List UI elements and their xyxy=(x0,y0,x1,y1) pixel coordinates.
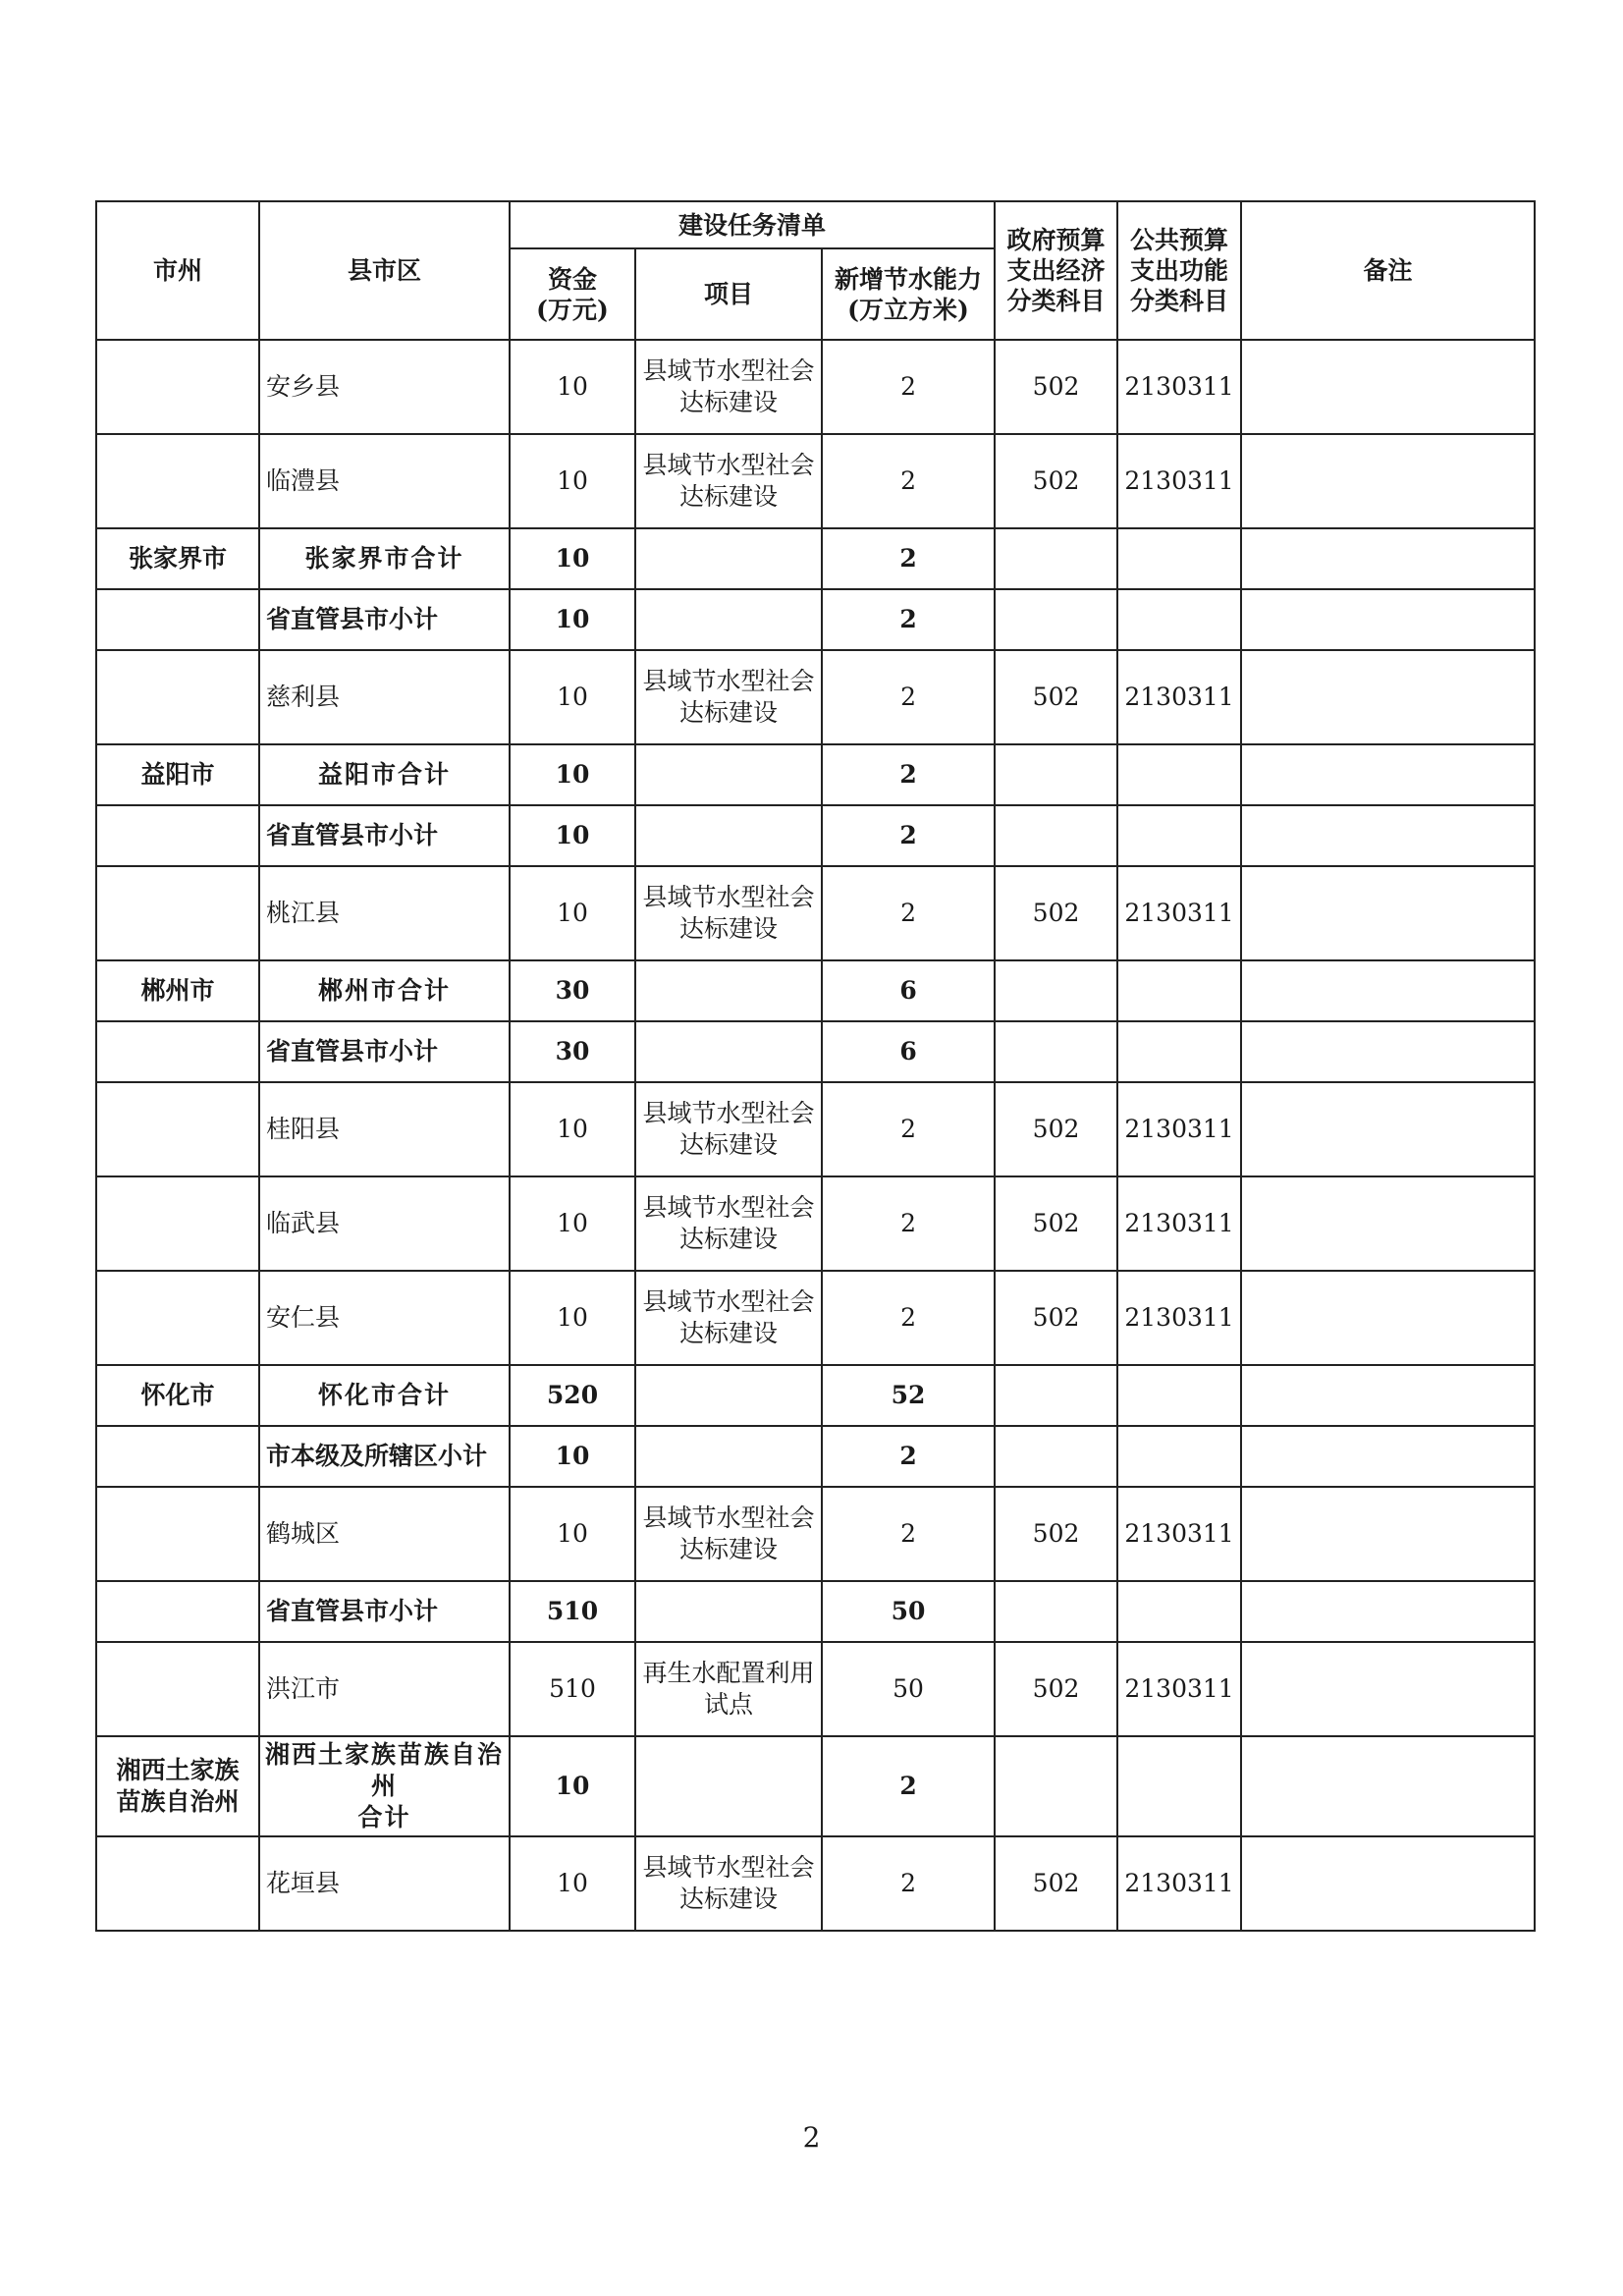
table-row xyxy=(96,650,1535,744)
remarks-cell xyxy=(1241,1176,1535,1271)
remarks-cell xyxy=(1241,805,1535,866)
capacity-cell: 6 xyxy=(822,1021,995,1082)
remarks-cell xyxy=(1241,1021,1535,1082)
project-cell xyxy=(635,528,822,589)
table-row-city-total xyxy=(96,744,1535,805)
econ-class-cell xyxy=(995,528,1117,589)
func-class-cell: 2130311 xyxy=(1117,1271,1241,1365)
capacity-cell: 50 xyxy=(822,1581,995,1642)
county-cell: 桂阳县 xyxy=(259,1082,510,1176)
county-cell: 鹤城区 xyxy=(259,1487,510,1581)
county-cell: 怀化市合计 xyxy=(259,1365,510,1426)
remarks-cell xyxy=(1241,1581,1535,1642)
func-class-cell xyxy=(1117,528,1241,589)
page-number: 2 xyxy=(802,2121,821,2154)
funds-cell: 10 xyxy=(510,1736,635,1836)
table-body xyxy=(96,340,1535,1931)
capacity-cell: 2 xyxy=(822,434,995,528)
remarks-cell xyxy=(1241,589,1535,650)
func-class-cell xyxy=(1117,1581,1241,1642)
allocation-table xyxy=(95,200,1536,1932)
remarks-cell xyxy=(1241,434,1535,528)
county-cell: 省直管县市小计 xyxy=(259,1021,510,1082)
remarks-cell xyxy=(1241,1082,1535,1176)
project-cell xyxy=(635,744,822,805)
county-cell: 湘西土家族苗族自治州 合计 xyxy=(259,1736,510,1836)
city-cell xyxy=(96,1082,259,1176)
header-func-class: 公共预算 支出功能 分类科目 xyxy=(1117,201,1241,340)
func-class-cell xyxy=(1117,1365,1241,1426)
funds-cell: 10 xyxy=(510,1176,635,1271)
remarks-cell xyxy=(1241,744,1535,805)
table-row-subtotal xyxy=(96,589,1535,650)
table-row-city-total xyxy=(96,960,1535,1021)
city-cell xyxy=(96,1487,259,1581)
func-class-cell: 2130311 xyxy=(1117,340,1241,434)
county-cell: 省直管县市小计 xyxy=(259,1581,510,1642)
func-class-cell: 2130311 xyxy=(1117,1836,1241,1931)
city-cell: 怀化市 xyxy=(96,1365,259,1426)
city-cell xyxy=(96,1836,259,1931)
county-cell: 洪江市 xyxy=(259,1642,510,1736)
project-cell: 县域节水型社会 达标建设 xyxy=(635,340,822,434)
econ-class-cell xyxy=(995,1736,1117,1836)
capacity-cell: 52 xyxy=(822,1365,995,1426)
funds-cell: 10 xyxy=(510,1082,635,1176)
city-cell xyxy=(96,1176,259,1271)
table-row xyxy=(96,1271,1535,1365)
table-row xyxy=(96,1487,1535,1581)
table-row xyxy=(96,866,1535,960)
capacity-cell: 2 xyxy=(822,1836,995,1931)
func-class-cell xyxy=(1117,960,1241,1021)
table-row-subtotal xyxy=(96,1426,1535,1487)
capacity-cell: 2 xyxy=(822,1176,995,1271)
project-cell: 县域节水型社会 达标建设 xyxy=(635,434,822,528)
capacity-cell: 6 xyxy=(822,960,995,1021)
city-cell xyxy=(96,650,259,744)
city-cell: 湘西土家族 苗族自治州 xyxy=(96,1736,259,1836)
capacity-cell: 2 xyxy=(822,1082,995,1176)
funds-cell: 30 xyxy=(510,1021,635,1082)
funds-cell: 10 xyxy=(510,589,635,650)
county-cell: 省直管县市小计 xyxy=(259,589,510,650)
funds-cell: 520 xyxy=(510,1365,635,1426)
econ-class-cell: 502 xyxy=(995,1487,1117,1581)
econ-class-cell xyxy=(995,1021,1117,1082)
econ-class-cell: 502 xyxy=(995,1176,1117,1271)
econ-class-cell xyxy=(995,805,1117,866)
funds-cell: 10 xyxy=(510,650,635,744)
remarks-cell xyxy=(1241,1426,1535,1487)
project-cell xyxy=(635,1736,822,1836)
city-cell xyxy=(96,1642,259,1736)
table-row-city-total xyxy=(96,1736,1535,1836)
econ-class-cell: 502 xyxy=(995,650,1117,744)
econ-class-cell xyxy=(995,1365,1117,1426)
project-cell: 县域节水型社会 达标建设 xyxy=(635,1836,822,1931)
project-cell: 县域节水型社会 达标建设 xyxy=(635,1487,822,1581)
table-row xyxy=(96,434,1535,528)
header-funds: 资金 (万元) xyxy=(510,248,635,340)
table-row xyxy=(96,1176,1535,1271)
city-cell: 益阳市 xyxy=(96,744,259,805)
project-cell xyxy=(635,1426,822,1487)
funds-cell: 10 xyxy=(510,1487,635,1581)
city-cell xyxy=(96,1271,259,1365)
funds-cell: 10 xyxy=(510,1271,635,1365)
project-cell: 县域节水型社会 达标建设 xyxy=(635,1176,822,1271)
table-row xyxy=(96,1836,1535,1931)
capacity-cell: 2 xyxy=(822,1271,995,1365)
capacity-cell: 2 xyxy=(822,528,995,589)
city-cell xyxy=(96,589,259,650)
city-cell xyxy=(96,340,259,434)
econ-class-cell xyxy=(995,589,1117,650)
econ-class-cell: 502 xyxy=(995,1082,1117,1176)
city-cell: 张家界市 xyxy=(96,528,259,589)
county-cell: 省直管县市小计 xyxy=(259,805,510,866)
func-class-cell xyxy=(1117,1021,1241,1082)
func-class-cell xyxy=(1117,1736,1241,1836)
project-cell: 县域节水型社会 达标建设 xyxy=(635,650,822,744)
header-task-list: 建设任务清单 xyxy=(510,201,995,248)
capacity-cell: 2 xyxy=(822,805,995,866)
project-cell: 再生水配置利用 试点 xyxy=(635,1642,822,1736)
project-cell xyxy=(635,1021,822,1082)
remarks-cell xyxy=(1241,1487,1535,1581)
county-cell: 安仁县 xyxy=(259,1271,510,1365)
funds-cell: 10 xyxy=(510,805,635,866)
capacity-cell: 2 xyxy=(822,650,995,744)
city-cell xyxy=(96,866,259,960)
county-cell: 临澧县 xyxy=(259,434,510,528)
city-cell xyxy=(96,1426,259,1487)
funds-cell: 10 xyxy=(510,1836,635,1931)
remarks-cell xyxy=(1241,866,1535,960)
func-class-cell: 2130311 xyxy=(1117,1487,1241,1581)
county-cell: 临武县 xyxy=(259,1176,510,1271)
project-cell xyxy=(635,805,822,866)
remarks-cell xyxy=(1241,1642,1535,1736)
func-class-cell: 2130311 xyxy=(1117,650,1241,744)
econ-class-cell xyxy=(995,960,1117,1021)
allocation-table-container xyxy=(95,200,1534,1932)
capacity-cell: 2 xyxy=(822,589,995,650)
table-row-subtotal xyxy=(96,805,1535,866)
capacity-cell: 2 xyxy=(822,744,995,805)
county-cell: 益阳市合计 xyxy=(259,744,510,805)
func-class-cell: 2130311 xyxy=(1117,866,1241,960)
remarks-cell xyxy=(1241,1736,1535,1836)
project-cell: 县域节水型社会 达标建设 xyxy=(635,1082,822,1176)
project-cell: 县域节水型社会 达标建设 xyxy=(635,1271,822,1365)
header-city: 市州 xyxy=(96,201,259,340)
table-row-subtotal xyxy=(96,1021,1535,1082)
remarks-cell xyxy=(1241,650,1535,744)
project-cell xyxy=(635,1581,822,1642)
capacity-cell: 2 xyxy=(822,1426,995,1487)
remarks-cell xyxy=(1241,1365,1535,1426)
table-row xyxy=(96,340,1535,434)
city-cell xyxy=(96,1581,259,1642)
header-econ-class: 政府预算 支出经济 分类科目 xyxy=(995,201,1117,340)
header-remarks: 备注 xyxy=(1241,201,1535,340)
project-cell xyxy=(635,960,822,1021)
func-class-cell: 2130311 xyxy=(1117,1176,1241,1271)
table-row xyxy=(96,1642,1535,1736)
funds-cell: 10 xyxy=(510,1426,635,1487)
funds-cell: 10 xyxy=(510,866,635,960)
econ-class-cell xyxy=(995,1426,1117,1487)
func-class-cell: 2130311 xyxy=(1117,1082,1241,1176)
remarks-cell xyxy=(1241,1271,1535,1365)
func-class-cell xyxy=(1117,1426,1241,1487)
econ-class-cell xyxy=(995,1581,1117,1642)
capacity-cell: 2 xyxy=(822,340,995,434)
table-row-city-total xyxy=(96,528,1535,589)
county-cell: 桃江县 xyxy=(259,866,510,960)
county-cell: 安乡县 xyxy=(259,340,510,434)
capacity-cell: 2 xyxy=(822,1487,995,1581)
project-cell xyxy=(635,1365,822,1426)
header-row-1 xyxy=(96,201,1535,248)
funds-cell: 30 xyxy=(510,960,635,1021)
remarks-cell xyxy=(1241,960,1535,1021)
econ-class-cell: 502 xyxy=(995,1836,1117,1931)
func-class-cell xyxy=(1117,589,1241,650)
table-row-subtotal xyxy=(96,1581,1535,1642)
funds-cell: 510 xyxy=(510,1581,635,1642)
header-county: 县市区 xyxy=(259,201,510,340)
func-class-cell xyxy=(1117,805,1241,866)
county-cell: 慈利县 xyxy=(259,650,510,744)
funds-cell: 10 xyxy=(510,434,635,528)
func-class-cell: 2130311 xyxy=(1117,434,1241,528)
capacity-cell: 2 xyxy=(822,1736,995,1836)
city-cell xyxy=(96,434,259,528)
econ-class-cell: 502 xyxy=(995,1271,1117,1365)
remarks-cell xyxy=(1241,528,1535,589)
funds-cell: 10 xyxy=(510,340,635,434)
funds-cell: 10 xyxy=(510,744,635,805)
econ-class-cell: 502 xyxy=(995,1642,1117,1736)
project-cell: 县域节水型社会 达标建设 xyxy=(635,866,822,960)
funds-cell: 510 xyxy=(510,1642,635,1736)
remarks-cell xyxy=(1241,1836,1535,1931)
city-cell xyxy=(96,1021,259,1082)
header-project: 项目 xyxy=(635,248,822,340)
county-cell: 市本级及所辖区小计 xyxy=(259,1426,510,1487)
econ-class-cell: 502 xyxy=(995,434,1117,528)
project-cell xyxy=(635,589,822,650)
func-class-cell xyxy=(1117,744,1241,805)
county-cell: 张家界市合计 xyxy=(259,528,510,589)
capacity-cell: 2 xyxy=(822,866,995,960)
header-capacity: 新增节水能力 (万立方米) xyxy=(822,248,995,340)
econ-class-cell xyxy=(995,744,1117,805)
capacity-cell: 50 xyxy=(822,1642,995,1736)
funds-cell: 10 xyxy=(510,528,635,589)
remarks-cell xyxy=(1241,340,1535,434)
city-cell: 郴州市 xyxy=(96,960,259,1021)
city-cell xyxy=(96,805,259,866)
func-class-cell: 2130311 xyxy=(1117,1642,1241,1736)
county-cell: 郴州市合计 xyxy=(259,960,510,1021)
table-row-city-total xyxy=(96,1365,1535,1426)
econ-class-cell: 502 xyxy=(995,340,1117,434)
table-row xyxy=(96,1082,1535,1176)
econ-class-cell: 502 xyxy=(995,866,1117,960)
county-cell: 花垣县 xyxy=(259,1836,510,1931)
